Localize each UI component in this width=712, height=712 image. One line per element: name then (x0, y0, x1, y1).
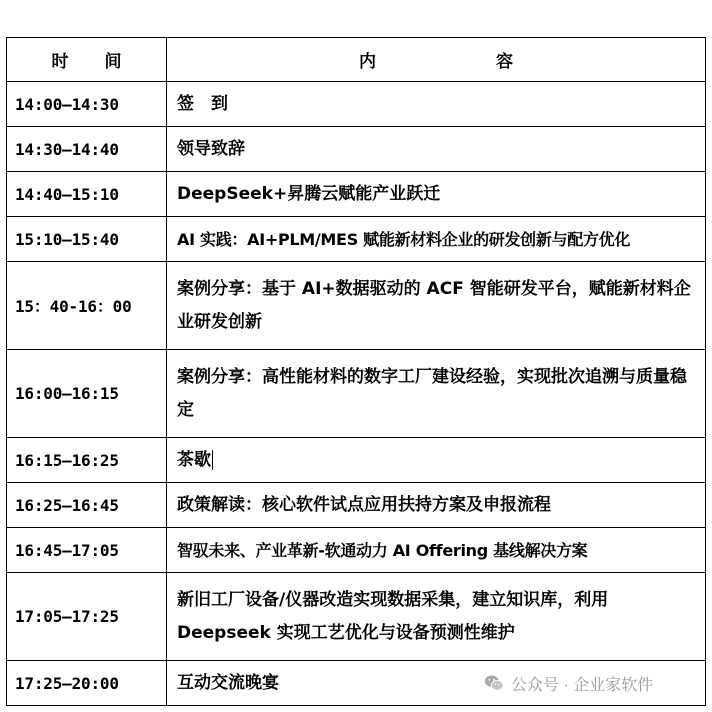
table-row (7, 217, 706, 262)
table-row (7, 82, 706, 127)
time-cell: 15:10—15:40 (7, 217, 167, 262)
content-cell: 签 到 (167, 82, 706, 127)
wechat-icon (483, 672, 505, 694)
time-cell: 14:00—14:30 (7, 82, 167, 127)
table-row (7, 262, 706, 350)
time-cell: 16:45—17:05 (7, 528, 167, 573)
table-row (7, 172, 706, 217)
header-time: 时间 (7, 38, 167, 82)
table-row (7, 438, 706, 483)
content-cell: AI 实践：AI+PLM/MES 赋能新材料企业的研发创新与配方优化 (167, 217, 706, 262)
content-cell: 政策解读：核心软件试点应用扶持方案及申报流程 (167, 483, 706, 528)
content-cell: 领导致辞 (167, 127, 706, 172)
time-cell: 14:30—14:40 (7, 127, 167, 172)
table-row (7, 573, 706, 661)
watermark (483, 672, 653, 694)
content-cell (167, 438, 706, 483)
time-cell: 16:15—16:25 (7, 438, 167, 483)
time-cell: 15：40-16：00 (7, 262, 167, 350)
time-cell: 17:25—20:00 (7, 661, 167, 706)
time-cell: 16:00—16:15 (7, 350, 167, 438)
watermark-text: 公众号 · 企业家软件 (511, 676, 654, 694)
time-cell: 14:40—15:10 (7, 172, 167, 217)
content-cell: 案例分享：高性能材料的数字工厂建设经验，实现批次追溯与质量稳定 (167, 350, 706, 438)
header-row (7, 38, 706, 82)
time-cell: 17:05—17:25 (7, 573, 167, 661)
table-row (7, 483, 706, 528)
content-cell: DeepSeek+昇腾云赋能产业跃迁 (167, 172, 706, 217)
text-cursor (212, 450, 213, 470)
table-row (7, 127, 706, 172)
content-text: 茶歇 (177, 449, 211, 470)
table-row (7, 528, 706, 573)
table-row (7, 350, 706, 438)
content-cell: 新旧工厂设备/仪器改造实现数据采集，建立知识库，利用 Deepseek 实现工艺优化与设备预测性维护 (167, 573, 706, 661)
content-cell: 案例分享：基于 AI+数据驱动的 ACF 智能研发平台，赋能新材料企业研发创新 (167, 262, 706, 350)
content-cell: 智驭未来、产业革新-软通动力 AI Offering 基线解决方案 (167, 528, 706, 573)
content-cell: 互动交流晚宴 (167, 661, 706, 706)
agenda-table (6, 37, 706, 706)
time-cell: 16:25—16:45 (7, 483, 167, 528)
header-content: 内容 (167, 38, 706, 82)
